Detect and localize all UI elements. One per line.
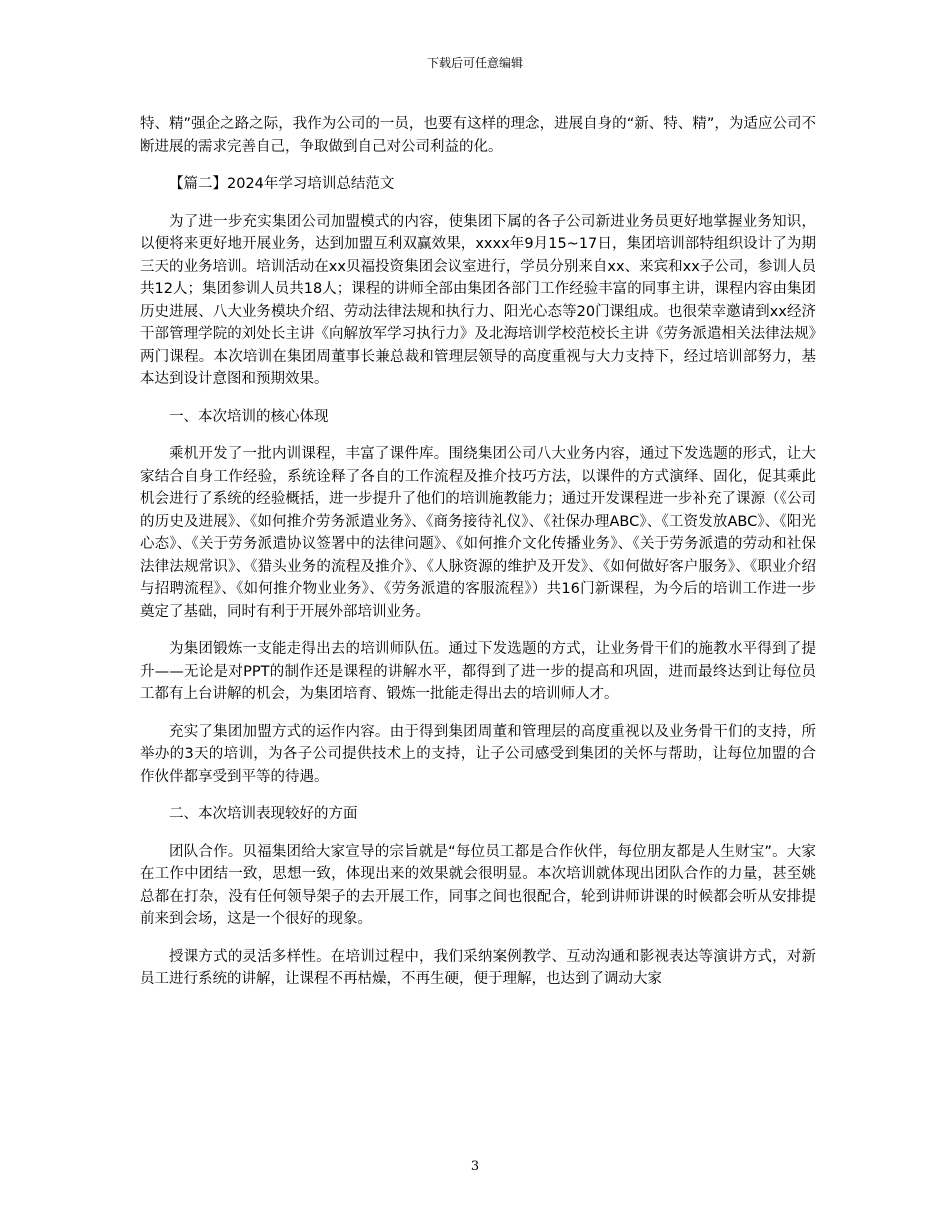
- paragraph-franchise: 充实了集团加盟方式的运作内容。由于得到集团周董和管理层的高度重视以及业务骨干们的支持，所举办的3天的培训，为各子公司提供技术上的支持，让子公司感受到集团的关怀与帮助，让每位加盟的合作伙伴都享受到平等的待遇。: [140, 723, 816, 785]
- paragraph-teamwork: 团队合作。贝福集团给大家宣导的宗旨就是“每位员工都是合作伙伴，每位朋友都是人生财宝”。大家在工作中团结一致，思想一致，体现出来的效果就会很明显。本次培训就体现出团队合作的力量，甚至姚总都在打杂，没有任何领导架子的去开展工作，同事之间也很配合，轮到讲师讲课的时候都会听从安排提前来到会场，这是一个很好的现象。: [140, 843, 816, 927]
- paragraph-continuation: 特、精”强企之路之际，我作为公司的一员，也要有这样的理念，进展自身的“新、特、精”，为适应公司不断进展的需求完善自己，争取做到自己对公司利益的化。: [140, 116, 816, 155]
- heading-core: 一、本次培训的核心体现: [169, 408, 329, 425]
- heading-good-aspects: 二、本次培训表现较好的方面: [169, 806, 358, 822]
- section-title: 【篇二】2024年学习培训总结范文: [169, 176, 395, 192]
- paragraph-intro: 为了进一步充实集团公司加盟模式的内容，使集团下属的各子公司新进业务员更好地掌握业务知识，以便将来更好地开展业务，达到加盟互利双赢效果，xxxx年9月15~17日，集团培训部特组织设计了为期三天的业务培训。培训活动在xx贝福投资集团会议室进行，学员分别来自xx、来宾和xx子公司，参训人员共12人；集团参训人员共18人；课程的讲师全部由集团各部门工作经验丰富的同事主讲，课程内容由集团历史进展、八大业务模块介绍、劳动法律法规和执行力、阳光心态等20门课组成。也很荣幸邀请到xx经济干部管理学院的刘处长主讲《向解放军学习执行力》及北海培训学校范校长主讲《劳务派遣相关法律法规》两门课程。本次培训在集团周董事长兼总裁和管理层领导的高度重视与大力支持下，经过培训部努力，基本达到设计意图和预期效果。: [140, 213, 816, 387]
- page-number: 3: [470, 1159, 480, 1174]
- paragraph-teaching: 授课方式的灵活多样性。在培训过程中，我们采纳案例教学、互动沟通和影视表达等演讲方式，对新员工进行系统的讲解，让课程不再枯燥，不再生硬，便于理解，也达到了调动大家: [140, 948, 816, 987]
- paragraph-courses: 乘机开发了一批内训课程，丰富了课件库。围绕集团公司八大业务内容，通过下发选题的形式，让大家结合自身工作经验，系统诠释了各自的工作流程及推介技巧方法，以课件的方式演绎、固化，促其乘此机会进行了系统的经验概括，进一步提升了他们的培训施教能力；通过开发课程进一步补充了课源（《公司的历史及进展》、《如何推介劳务派遣业务》、《商务接待礼仪》、《社保办理ABC》、《工资发放ABC》、《阳光心态》、《关于劳务派遣协议签署中的法律问题》、《如何推介文化传播业务》、《关于劳务派遣的劳动和社保法律法规常识》、《猎头业务的流程及推介》、《人脉资源的维护及开发》、《如何做好客户服务》、《职业介绍与招聘流程》、《如何推介物业业务》、《劳务派遣的客服流程》）共16门新课程，为今后的培训工作进一步奠定了基础，同时有利于开展外部培训业务。: [140, 446, 816, 620]
- paragraph-trainers: 为集团锻炼一支能走得出去的培训师队伍。通过下发选题的方式，让业务骨干们的施教水平得到了提升——无论是对PPT的制作还是课程的讲解水平，都得到了进一步的提高和巩固，进而最终达到让每位员工都有上台讲解的机会，为集团培育、锻炼一批能走得出去的培训师人才。: [140, 641, 816, 702]
- document-body: [140, 113, 816, 991]
- page-header: 下载后可任意编辑: [426, 56, 523, 70]
